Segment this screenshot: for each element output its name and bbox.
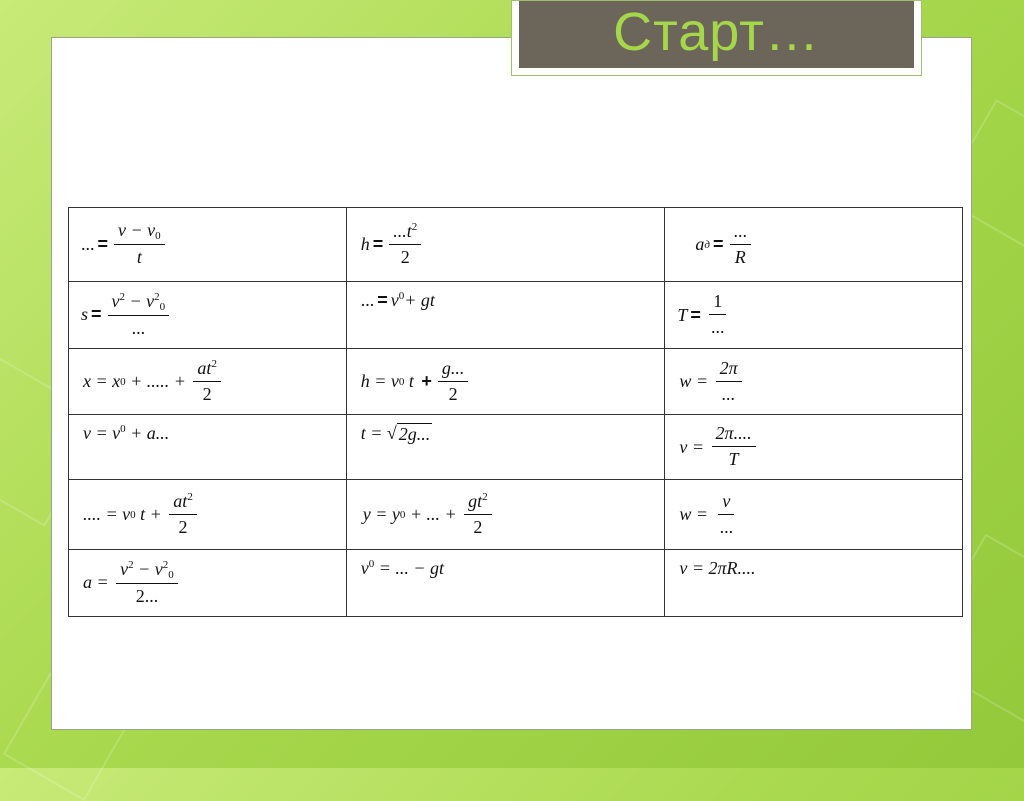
formula-text: a (695, 234, 705, 254)
formula-cell (346, 480, 665, 550)
subscript: 0 (120, 423, 126, 435)
formula-text: v (360, 558, 369, 578)
formula-text: w = (679, 504, 713, 524)
subscript: 0 (168, 569, 174, 582)
formula-cell (69, 349, 347, 415)
fraction (730, 222, 752, 268)
formula-cell (665, 282, 963, 349)
numerator: ... (730, 222, 752, 245)
formula-cell (346, 415, 665, 480)
table-row (69, 415, 963, 480)
formula-cell (69, 415, 347, 480)
formula-text: v = 2πR.... (679, 558, 756, 578)
radical-sign: √ (386, 423, 397, 443)
formula-cell (346, 282, 665, 349)
title-frame (511, 0, 922, 76)
formula-text: h = v (360, 371, 399, 391)
formula-text: ... (360, 290, 375, 310)
superscript: 2 (154, 291, 160, 304)
fraction (108, 291, 170, 339)
subscript: 0 (368, 558, 375, 570)
denominator: ... (710, 317, 725, 337)
formula-text: a = (83, 572, 114, 593)
radicand: 2g... (398, 424, 431, 444)
formula-text: + gt (404, 290, 435, 310)
subscript: 0 (159, 301, 166, 314)
formula-text: + a... (125, 423, 170, 443)
formula-table (68, 207, 963, 617)
formula-cell (69, 208, 347, 282)
formula-cell (665, 480, 963, 550)
subscript: 0 (130, 508, 136, 521)
formula-cell (665, 415, 963, 480)
subscript: 0 (155, 230, 161, 243)
subscript: 0 (398, 375, 405, 388)
formula-cell (346, 550, 665, 617)
fraction (193, 358, 221, 405)
formula-text: + ..... + (125, 371, 191, 391)
formula-text: v = v (83, 423, 121, 443)
formula-text: v = (679, 436, 709, 457)
formula-cell (346, 208, 665, 282)
fraction (169, 491, 197, 538)
subscript: д (704, 238, 710, 251)
denominator: 2 (473, 517, 483, 537)
numerator: gt (468, 491, 483, 512)
superscript: 2 (411, 221, 418, 234)
numerator: v (718, 492, 734, 515)
formula-cell (665, 550, 963, 617)
denominator: 2 (448, 383, 458, 404)
numerator: 2π (716, 359, 742, 382)
fraction (716, 492, 738, 538)
numerator-part: v (111, 291, 120, 312)
superscript: 2 (482, 491, 488, 504)
superscript: 2 (162, 559, 169, 572)
subscript: 0 (399, 508, 406, 521)
numerator: at (173, 491, 188, 512)
subscript: 0 (398, 290, 405, 302)
numerator: at (197, 358, 212, 379)
formula-cell (69, 550, 347, 617)
formula-text: w = (679, 371, 713, 391)
fraction (707, 292, 729, 338)
table-row (69, 550, 963, 617)
fraction (389, 221, 421, 268)
superscript: 2 (187, 491, 193, 504)
equals-sign: = (97, 233, 109, 254)
denominator: R (734, 246, 746, 267)
formula-text: v (390, 290, 399, 310)
formula-text: T (677, 304, 688, 325)
superscript: 2 (211, 358, 217, 371)
table-row (69, 349, 963, 415)
title-banner (519, 1, 914, 68)
numerator: ...t (393, 221, 412, 242)
numerator-part: v (120, 559, 129, 580)
numerator: 1 (709, 292, 726, 315)
equals-sign: = (712, 234, 724, 254)
subscript: 0 (120, 375, 126, 388)
denominator: 2 (400, 247, 410, 267)
denominator: t (136, 247, 142, 268)
fraction (712, 424, 756, 470)
table-row (69, 208, 963, 282)
numerator: v − v (118, 220, 156, 241)
superscript: 2 (119, 291, 126, 304)
equals-sign: = (690, 304, 701, 325)
formula-text: + ... + (405, 504, 462, 524)
fraction (716, 359, 742, 405)
denominator: T (728, 449, 739, 469)
formula-cell (69, 480, 347, 550)
numerator-part: − v (133, 559, 163, 580)
denominator: ... (721, 383, 736, 404)
denominator: ... (131, 318, 146, 339)
equals-sign: = (377, 290, 388, 310)
formula-cell (665, 208, 963, 282)
table-row (69, 480, 963, 550)
formula-text: ... (81, 233, 95, 254)
denominator: ... (719, 516, 734, 537)
superscript: 2 (128, 559, 134, 572)
formula-text: .... = v (83, 504, 131, 524)
equals-sign: = (372, 234, 384, 254)
denominator: 2 (202, 384, 212, 404)
formula-text: h (360, 234, 370, 254)
fraction (438, 359, 469, 405)
slide-title: Старт… (613, 1, 820, 62)
denominator: 2... (135, 586, 159, 607)
numerator: g... (438, 359, 469, 382)
formula-text: t + (135, 504, 167, 524)
table-row (69, 282, 963, 349)
formula-cell (346, 349, 665, 415)
formula-cell (69, 282, 347, 349)
numerator-part: − v (125, 291, 155, 312)
fraction (116, 559, 178, 607)
formula-text: y = y (362, 504, 400, 524)
fraction (114, 221, 165, 268)
formula-cell (665, 349, 963, 415)
formula-text: t (404, 371, 419, 391)
formula-text: t = (360, 423, 387, 443)
plus-sign: + (421, 371, 432, 391)
numerator: 2π.... (712, 424, 756, 447)
formula-text: = ... − gt (374, 558, 445, 578)
denominator: 2 (178, 517, 188, 537)
equals-sign: = (91, 304, 102, 325)
formula-text: s (81, 304, 89, 325)
fraction (464, 491, 492, 538)
formula-text: x = x (83, 371, 121, 391)
